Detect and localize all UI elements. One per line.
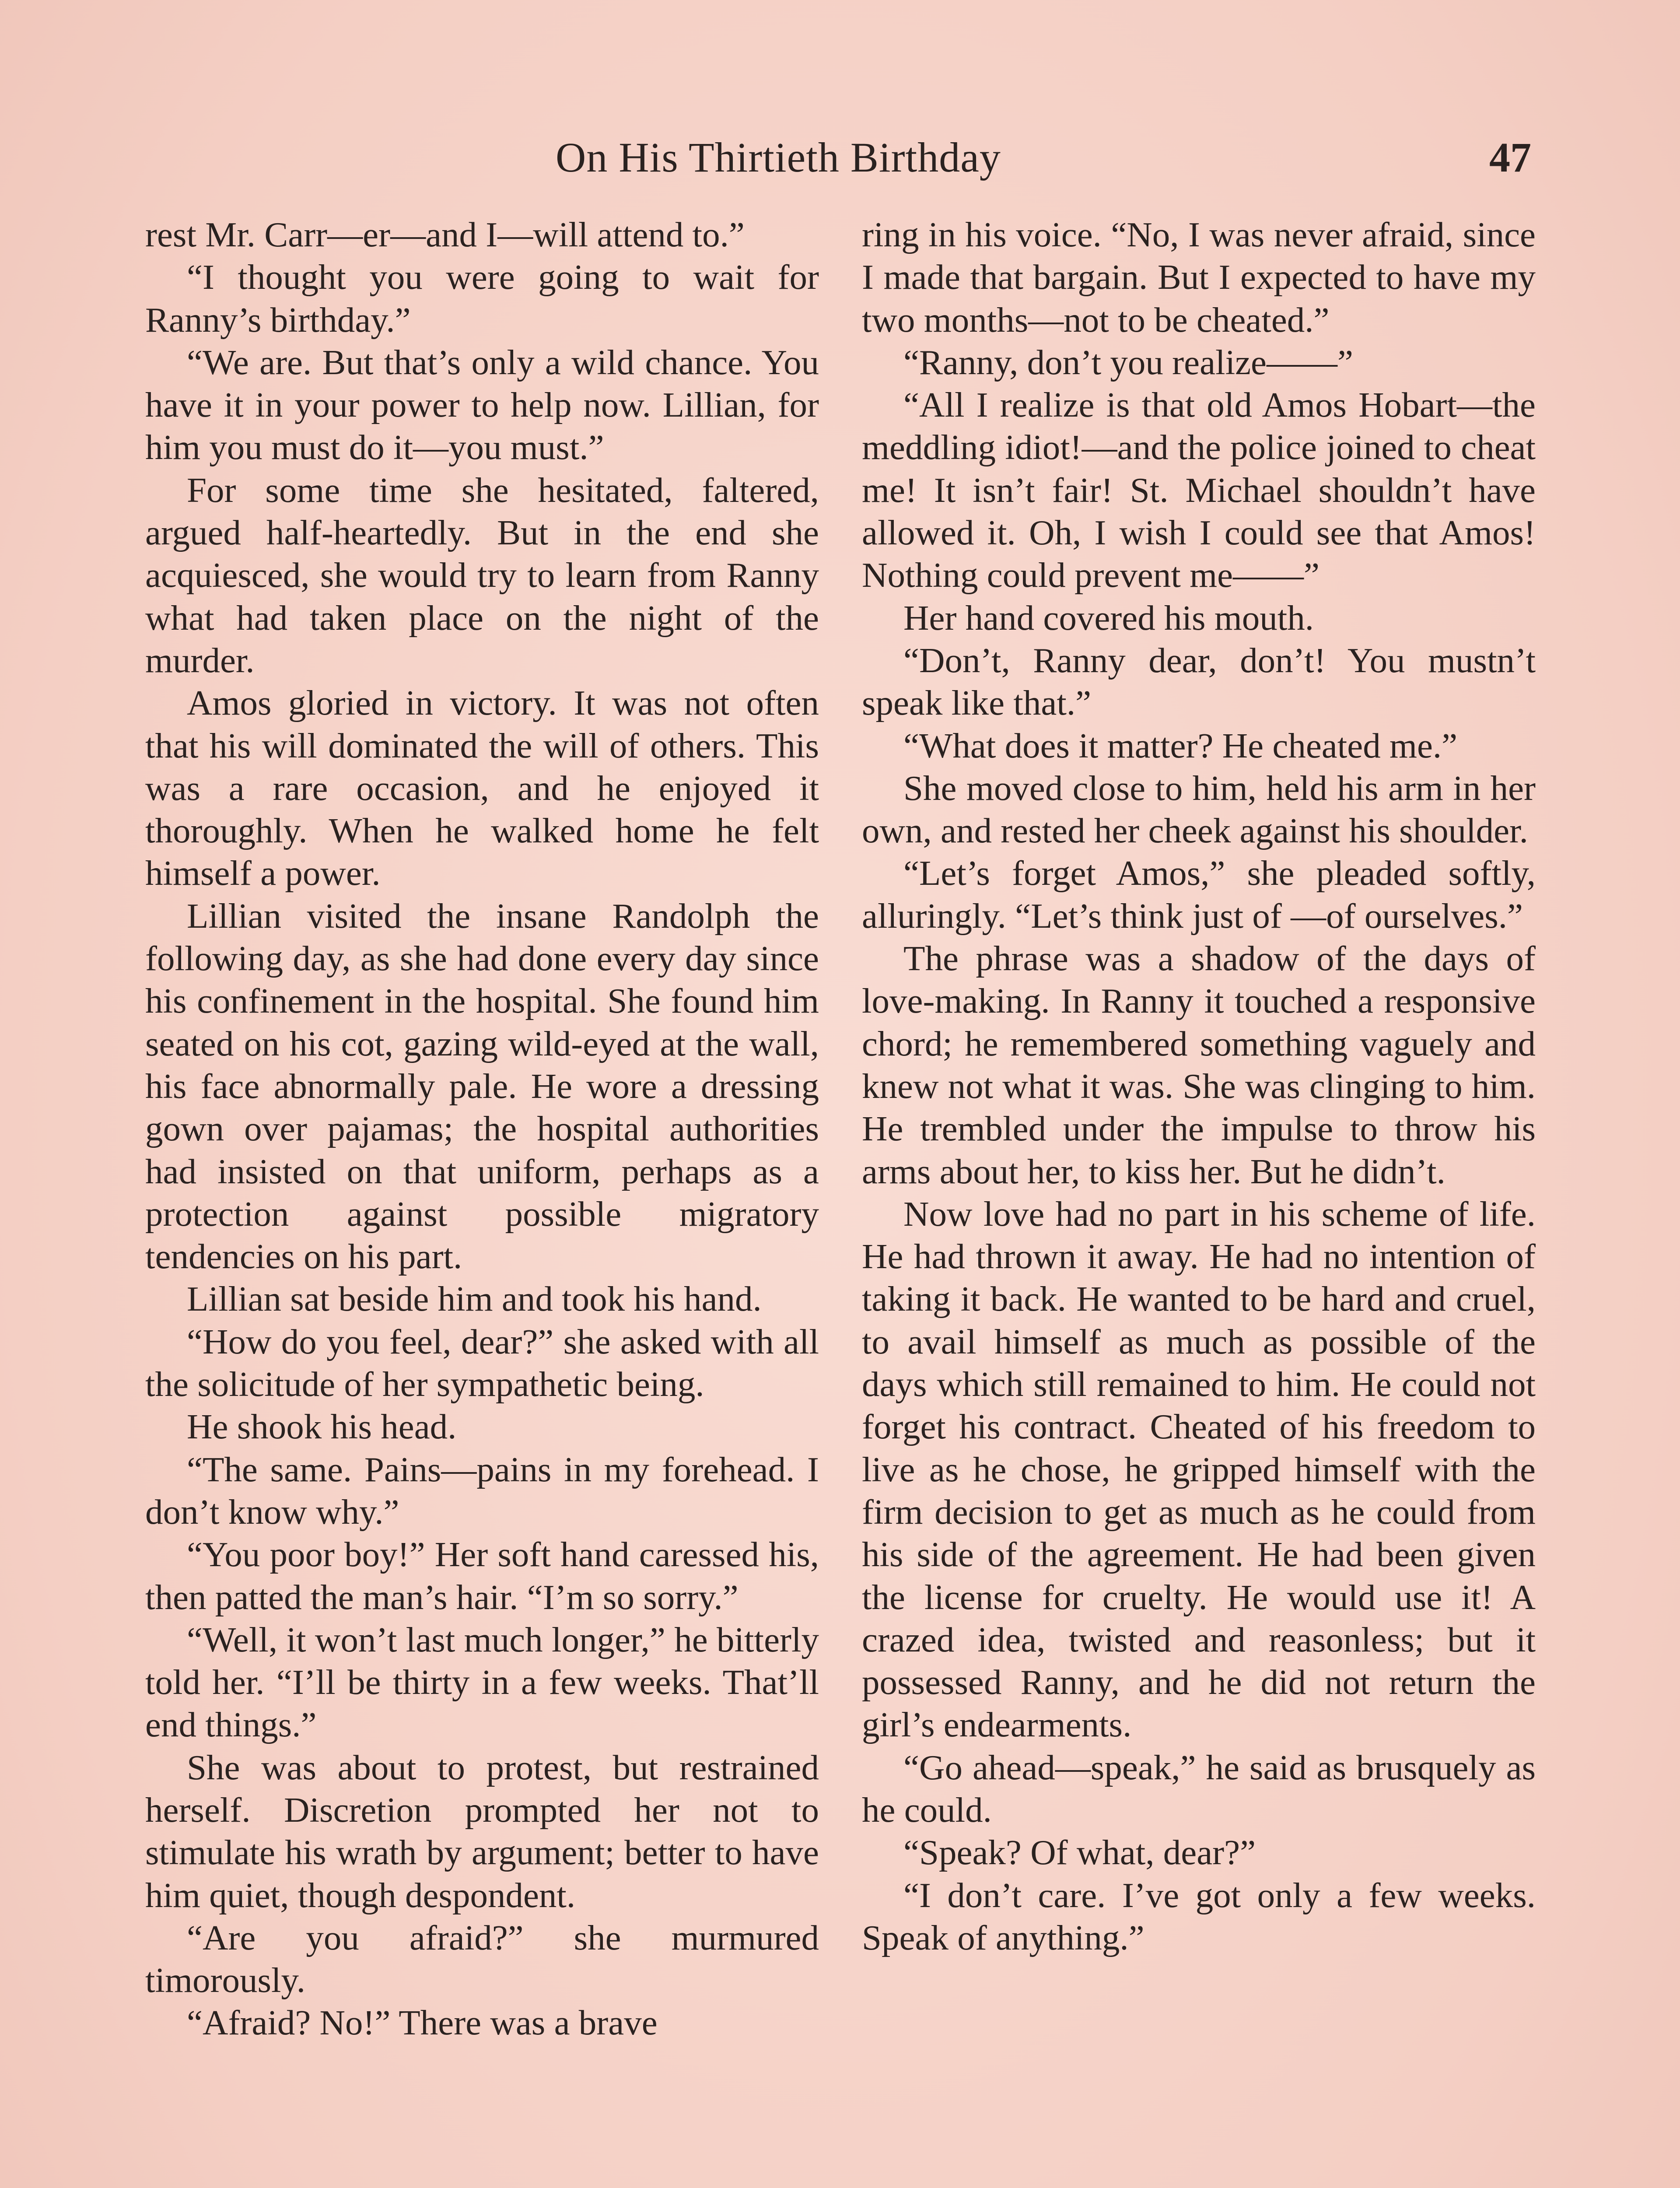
paragraph: “I don’t care. I’ve got only a few weeks. Speak of anything.”	[862, 1875, 1536, 1957]
paragraph: “Speak? Of what, dear?”	[903, 1833, 1256, 1872]
running-head	[0, 127, 1680, 188]
paragraph: “All I realize is that old Amos Hobart—the meddling idiot!—and the police joined to cheat me! It isn’t fair! St. Michael shouldn’t have allowed it. Oh, I wish I could see that Amos! Nothing could prevent me——”	[862, 385, 1536, 595]
paragraph: Now love had no part in his scheme of life. He had thrown it away. He had no intention of taking it back. He wanted to be hard and cruel, to avail himself as much as possible of the days which still remained to him. He could not forget his contract. Cheated of his freedom to live as he chose, he gripped himself with the firm decision to get as much as he could from his side of the agreement. He had been given the license for cruelty. He would use it! A crazed idea, twisted and reasonless; but it possessed Ranny, and he did not return the girl’s endearments.	[862, 1194, 1536, 1745]
paragraph: For some time she hesitated, faltered, argued half-heartedly. But in the end she acquiesced, she would try to learn from Ranny what had taken place on the night of the murder.	[145, 470, 819, 680]
paragraph: “Ranny, don’t you realize——”	[903, 342, 1353, 382]
paragraph: rest Mr. Carr—er—and I—will attend to.”	[145, 215, 745, 254]
paragraph: “You poor boy!” Her soft hand caressed his, then patted the man’s hair. “I’m so sorry.”	[145, 1535, 819, 1617]
paragraph: “We are. But that’s only a wild chance. You have it in your power to help now. Lillian, for him you must do it—you must.”	[145, 342, 819, 467]
running-title: On His Thirtieth Birthday	[556, 134, 1001, 181]
paragraph: “Don’t, Ranny dear, don’t! You mustn’t speak like that.”	[862, 640, 1536, 723]
paragraph: She moved close to him, held his arm in her own, and rested her cheek against his shoulder.	[862, 768, 1536, 851]
paragraph: He shook his head.	[187, 1407, 457, 1447]
paragraph: She was about to protest, but restrained herself. Discretion prompted her not to stimulate his wrath by argument; better to have him quiet, though despondent.	[145, 1747, 819, 1915]
right-column	[862, 214, 1536, 1959]
paragraph: Lillian visited the insane Randolph the following day, as she had done every day since his confinement in the hospital. She found him seated on his cot, gazing wild-eyed at the wall, his face abnormally pale. He wore a dressing gown over pajamas; the hospital authorities had insisted on that uniform, perhaps as a protection against possible migratory tendencies on his part.	[145, 896, 819, 1276]
page-number: 47	[1489, 134, 1531, 181]
paragraph: “Well, it won’t last much longer,” he bitterly told her. “I’ll be thirty in a few weeks. That’ll end things.”	[145, 1620, 819, 1745]
left-column	[145, 214, 819, 2044]
paragraph: “How do you feel, dear?” she asked with all the solicitude of her sympathetic being.	[145, 1322, 819, 1404]
paragraph: “Go ahead—speak,” he said as brusquely as he could.	[862, 1747, 1536, 1830]
paragraph: The phrase was a shadow of the days of love-making. In Ranny it touched a responsive chord; he remembered something vaguely and knew not what it was. She was clinging to him. He trembled under the impulse to throw his arms about her, to kiss her. But he didn’t.	[862, 939, 1536, 1191]
paragraph: Her hand covered his mouth.	[903, 598, 1314, 638]
paragraph: “I thought you were going to wait for Ranny’s birthday.”	[145, 257, 819, 340]
paragraph: ring in his voice. “No, I was never afraid, since I made that bargain. But I expected to have my two months—not to be cheated.”	[862, 215, 1536, 340]
paragraph: Amos gloried in victory. It was not often that his will dominated the will of others. This was a rare occasion, and he enjoyed it thoroughly. When he walked home he felt himself a power.	[145, 683, 819, 893]
paragraph: “What does it matter? He cheated me.”	[903, 726, 1458, 765]
paragraph: “Afraid? No!” There was a brave	[187, 2003, 658, 2043]
paragraph: “Let’s forget Amos,” she pleaded softly, alluringly. “Let’s think just of —of ourselves.”	[862, 853, 1536, 936]
paragraph: “The same. Pains—pains in my forehead. I don’t know why.”	[145, 1449, 819, 1532]
paragraph: “Are you afraid?” she murmured timorously.	[145, 1918, 819, 2000]
paragraph: Lillian sat beside him and took his hand.	[187, 1279, 762, 1319]
